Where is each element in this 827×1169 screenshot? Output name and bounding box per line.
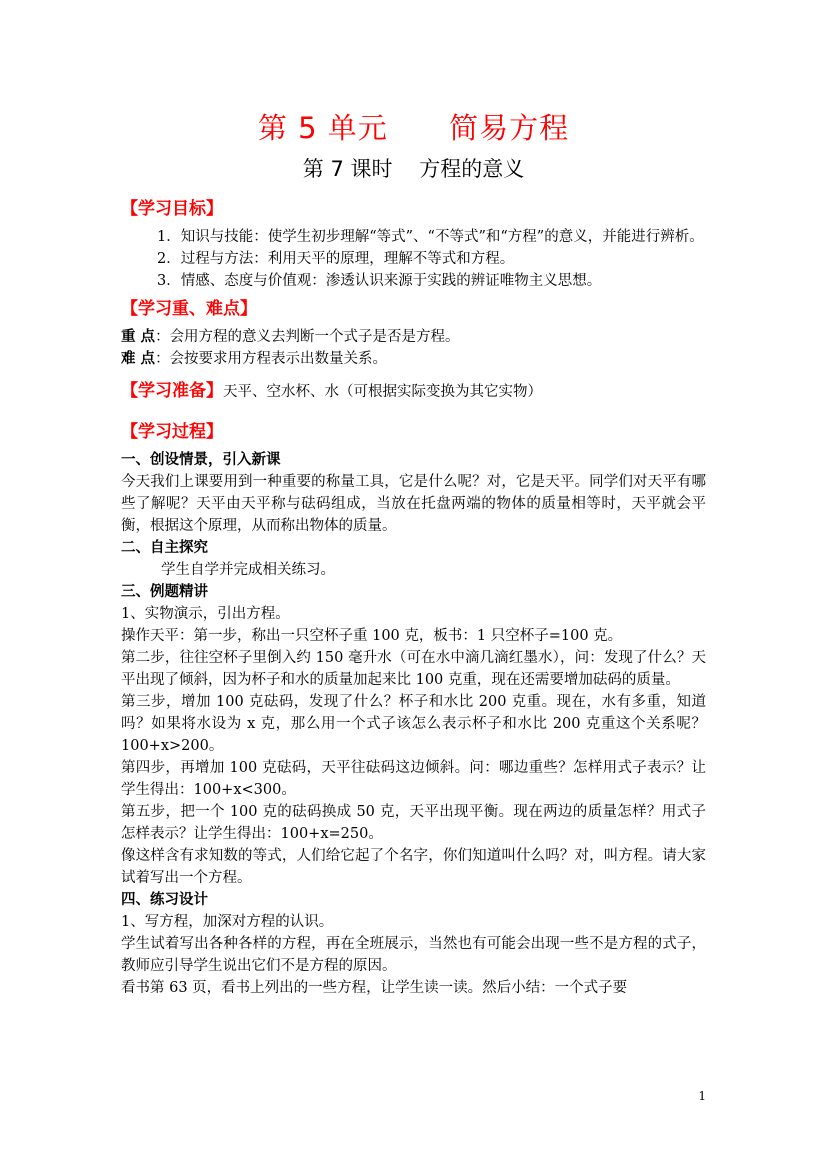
hard-point-line: [121, 348, 706, 370]
prep-line: [121, 378, 706, 405]
section-3-item-3: 第二步，往往空杯子里倒入约 150 毫升水（可在水中滴几滴红墨水），问：发现了什么？天平出现了倾斜，因为杯子和水的质量加起来比 100 克重，现在还需要增加砝码的质量。: [121, 650, 706, 688]
section-4-item-3: 看书第 63 页，看书上列出的一些方程，让学生读一读。然后小结：一个式子要: [121, 980, 628, 996]
key-point-label: 重 点: [121, 328, 156, 345]
section-4-item-1: 1、写方程，加深对方程的认识。: [121, 914, 334, 930]
section-4-title: 四、练习设计: [121, 892, 208, 908]
section-3-item-5: 第四步，再增加 100 克砝码，天平往砝码这边倾斜。问：哪边重些？怎样用式子表示？让学生得出：100+x<300。: [121, 760, 706, 798]
process-heading: 【学习过程】: [121, 422, 223, 442]
section-3-item-6: 第五步，把一个 100 克的砝码换成 50 克，天平出现平衡。现在两边的质量怎样？用式子怎样表示？让学生得出：100+x=250。: [121, 804, 706, 842]
key-point-line: [121, 326, 706, 348]
prep-text: 天平、空水杯、水（可根据实际变换为其它实物）: [223, 384, 542, 400]
section-1-title: 一、创设情景，引入新课: [121, 452, 281, 468]
section-1-text: 今天我们上课要用到一种重要的称量工具，它是什么呢？对，它是天平。同学们对天平有哪些了解呢？天平由天平称与砝码组成，当放在托盘两端的物体的质量相等时，天平就会平衡，根据这个原理，从而称出物体的质量。: [121, 474, 706, 534]
section-3-title: 三、例题精讲: [121, 584, 208, 600]
section-2-text: 学生自学并完成相关练习。: [161, 562, 335, 578]
section-2-title: 二、自主探究: [121, 540, 208, 556]
unit-title: 第 5 单元 简易方程: [257, 111, 570, 145]
section-3-item-4: 第三步，增加 100 克砝码，发现了什么？杯子和水比 200 克重。现在，水有多重，知道吗？如果将水设为 x 克，那么用一个式子该怎么表示杯子和水比 200 克重这个关系呢？100+x>200。: [121, 694, 706, 754]
keypoints-heading: 【学习重、难点】: [121, 299, 257, 319]
lesson-subtitle: 第 7 课时 方程的意义: [302, 157, 525, 181]
key-point-text: ：会用方程的意义去判断一个式子是否是方程。: [155, 329, 460, 345]
objective-item-3: 3．情感、态度与价值观：渗透认识来源于实践的辨证唯物主义思想。: [157, 273, 602, 289]
objective-item-1: 1．知识与技能：使学生初步理解“等式”、“不等式”和“方程”的意义，并能进行辨析。: [157, 229, 704, 245]
page-number: 1: [698, 1089, 706, 1103]
objective-item-2: 2．过程与方法：利用天平的原理，理解不等式和方程。: [157, 251, 515, 267]
hard-point-text: ：会按要求用方程表示出数量关系。: [155, 351, 388, 367]
section-3-item-2: 操作天平：第一步，称出一只空杯子重 100 克，板书：1 只空杯子=100 克。: [121, 628, 623, 644]
section-4-item-2: 学生试着写出各种各样的方程，再在全班展示，当然也有可能会出现一些不是方程的式子，教师应引导学生说出它们不是方程的原因。: [121, 936, 706, 974]
hard-point-label: 难 点: [121, 350, 156, 367]
objectives-heading: 【学习目标】: [121, 199, 223, 219]
section-3-item-7: 像这样含有求知数的等式，人们给它起了个名字，你们知道叫什么吗？对，叫方程。请大家试着写出一个方程。: [121, 848, 706, 886]
prep-heading: 【学习准备】: [121, 381, 223, 401]
document-body: [121, 196, 706, 999]
section-3-item-1: 1、实物演示，引出方程。: [121, 606, 290, 622]
